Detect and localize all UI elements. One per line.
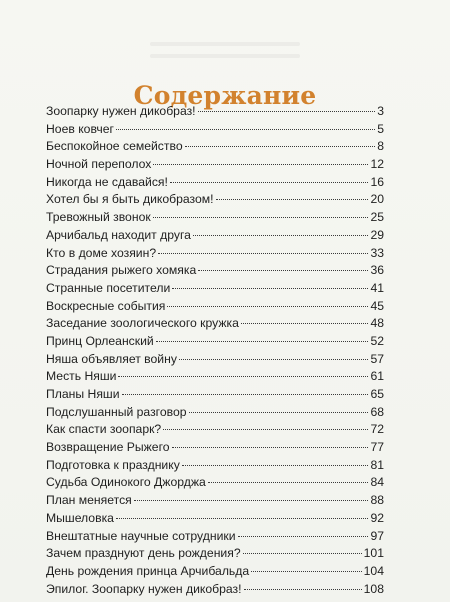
toc-entry xyxy=(46,404,384,422)
toc-entry xyxy=(46,156,384,174)
toc-entry xyxy=(46,439,384,457)
toc-entry-page: 104 xyxy=(363,563,384,578)
toc-entry-page: 45 xyxy=(370,298,384,313)
toc-dot-leader xyxy=(172,447,369,448)
toc-dot-leader xyxy=(238,536,369,537)
show-through-line xyxy=(150,54,300,58)
toc-entry-title: Кто в доме хозяин? xyxy=(46,245,157,260)
toc-entry-page: 3 xyxy=(377,104,384,118)
toc-entry xyxy=(46,138,384,156)
toc-entry-page: 72 xyxy=(370,422,384,437)
toc-entry-title: Няша объявляет войну xyxy=(46,351,177,366)
toc-entry-page: 8 xyxy=(377,139,384,154)
toc-entry-page: 101 xyxy=(363,546,384,561)
toc-entry xyxy=(46,191,384,209)
toc-entry-page: 5 xyxy=(377,121,384,136)
toc-entry xyxy=(46,351,384,369)
toc-entry-title: Ноев ковчег xyxy=(46,121,114,136)
toc-entry xyxy=(46,245,384,263)
toc-dot-leader xyxy=(198,111,376,112)
toc-dot-leader xyxy=(158,253,368,254)
toc-entry-title: Странные посетители xyxy=(46,280,171,295)
toc-entry xyxy=(46,280,384,298)
toc-entry xyxy=(46,563,384,581)
toc-entry-page: 108 xyxy=(363,581,384,596)
toc-dot-leader xyxy=(216,199,369,200)
toc-dot-leader xyxy=(153,217,369,218)
toc-dot-leader xyxy=(134,500,369,501)
toc-dot-leader xyxy=(156,341,369,342)
toc-entry xyxy=(46,262,384,280)
toc-entry-title: Внештатные научные сотрудники xyxy=(46,528,236,543)
toc-dot-leader xyxy=(243,553,362,554)
toc-dot-leader xyxy=(241,323,369,324)
toc-entry-title: Заседание зоологического кружка xyxy=(46,316,239,331)
toc-entry-page: 20 xyxy=(370,192,384,207)
toc-entry-page: 92 xyxy=(370,510,384,525)
toc-entry xyxy=(46,174,384,192)
toc-entry-page: 68 xyxy=(370,404,384,419)
toc-entry-page: 61 xyxy=(370,369,384,384)
toc-entry xyxy=(46,315,384,333)
toc-dot-leader xyxy=(163,429,368,430)
toc-entry xyxy=(46,545,384,563)
toc-entry xyxy=(46,528,384,546)
toc-dot-leader xyxy=(170,182,369,183)
show-through-line xyxy=(150,42,300,46)
toc-entry-page: 77 xyxy=(370,440,384,455)
toc-entry xyxy=(46,121,384,139)
toc-entry xyxy=(46,368,384,386)
toc-dot-leader xyxy=(172,288,368,289)
toc-dot-leader xyxy=(116,129,375,130)
toc-dot-leader xyxy=(193,235,369,236)
toc-entry-page: 33 xyxy=(370,245,384,260)
toc-entry xyxy=(46,209,384,227)
toc-entry xyxy=(46,492,384,510)
toc-entry-title: Ночной переполох xyxy=(46,157,152,172)
toc-entry-page: 88 xyxy=(370,493,384,508)
toc-dot-leader xyxy=(185,146,376,147)
toc-entry-title: Никогда не сдавайся! xyxy=(46,174,168,189)
toc-entry-page: 97 xyxy=(370,528,384,543)
toc-entry-title: Мышеловка xyxy=(46,510,114,525)
toc-dot-leader xyxy=(198,270,368,271)
toc-entry-page: 65 xyxy=(370,387,384,401)
toc-dot-leader xyxy=(167,306,368,307)
toc-entry xyxy=(46,510,384,528)
toc-entry-title: Беспокойное семейство xyxy=(46,139,183,154)
toc-entry-page: 29 xyxy=(370,227,384,242)
toc-entry-title: Возвращение Рыжего xyxy=(46,440,170,455)
table-of-contents xyxy=(46,103,384,598)
toc-dot-leader xyxy=(122,394,369,395)
toc-entry-title: Зоопарку нужен дикобраз! xyxy=(46,104,196,118)
toc-entry-page: 48 xyxy=(370,316,384,331)
toc-entry xyxy=(46,457,384,475)
toc-entry-title: Зачем празднуют день рождения? xyxy=(46,546,241,561)
toc-entry-title: Судьба Одинокого Джорджа xyxy=(46,475,206,490)
toc-entry-page: 57 xyxy=(370,351,384,366)
toc-dot-leader xyxy=(244,589,362,590)
toc-entry xyxy=(46,474,384,492)
toc-dot-leader xyxy=(179,359,369,360)
toc-dot-leader xyxy=(116,518,368,519)
toc-entry-title: Месть Няши xyxy=(46,369,117,384)
toc-dot-leader xyxy=(118,376,368,377)
toc-entry xyxy=(46,386,384,404)
toc-entry xyxy=(46,103,384,121)
toc-entry-title: Хотел бы я быть дикобразом! xyxy=(46,192,214,207)
toc-entry xyxy=(46,581,384,599)
toc-dot-leader xyxy=(189,412,369,413)
page-title: Содержание xyxy=(133,80,317,110)
toc-entry-title: Воскресные события xyxy=(46,298,166,313)
toc-entry-page: 25 xyxy=(370,210,384,225)
toc-entry xyxy=(46,333,384,351)
toc-dot-leader xyxy=(182,465,369,466)
toc-dot-leader xyxy=(153,164,368,165)
toc-entry-page: 52 xyxy=(370,333,384,348)
toc-entry-title: День рождения принца Арчибальда xyxy=(46,563,250,578)
toc-entry-title: Подслушанный разговор xyxy=(46,404,187,419)
toc-entry-page: 36 xyxy=(370,263,384,278)
toc-entry-page: 16 xyxy=(370,174,384,189)
toc-entry-title: План меняется xyxy=(46,493,132,508)
toc-entry xyxy=(46,227,384,245)
toc-entry-title: Арчибальд находит друга xyxy=(46,227,191,242)
toc-entry-title: Принц Орлеанский xyxy=(46,333,154,348)
toc-entry xyxy=(46,298,384,316)
toc-entry-title: Как спасти зоопарк? xyxy=(46,422,162,437)
toc-entry-title: Тревожный звонок xyxy=(46,210,151,225)
toc-entry-title: Страдания рыжего хомяка xyxy=(46,263,197,278)
toc-entry-title: Планы Няши xyxy=(46,387,120,401)
toc-entry-page: 81 xyxy=(370,457,384,472)
toc-entry-title: Эпилог. Зоопарку нужен дикобраз! xyxy=(46,581,242,596)
toc-dot-leader xyxy=(251,571,361,572)
toc-entry-page: 41 xyxy=(370,280,384,295)
toc-entry-title: Подготовка к празднику xyxy=(46,457,180,472)
toc-entry-page: 12 xyxy=(370,157,384,172)
toc-entry-page: 84 xyxy=(370,475,384,490)
toc-dot-leader xyxy=(208,482,369,483)
toc-entry xyxy=(46,421,384,439)
